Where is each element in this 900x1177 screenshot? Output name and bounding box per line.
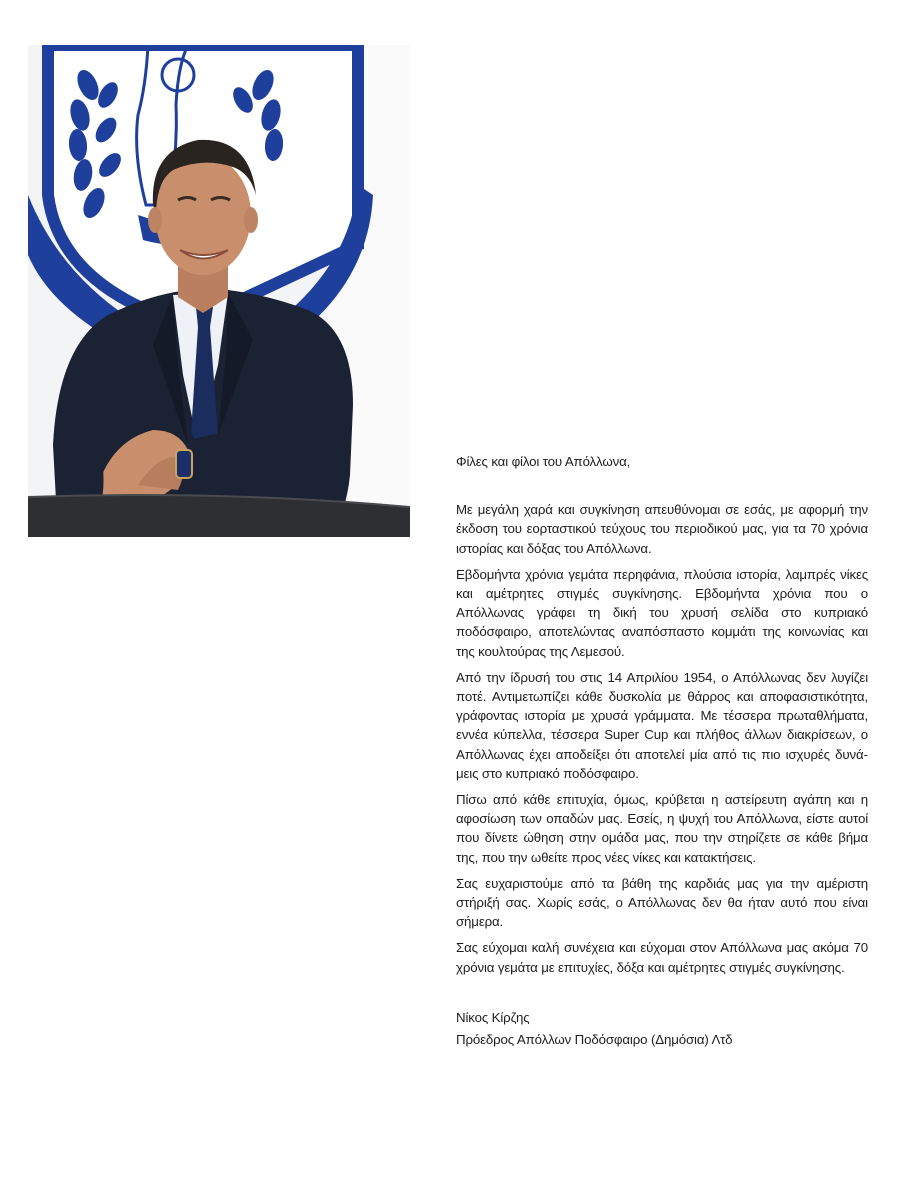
- letter-paragraph: Σας ευχαριστούμε από τα βάθη της καρδιάς μας για την αμέριστη στήριξή σας. Χωρίς εσάς, ο Απόλλωνας δεν θα ήταν αυτό που είναι σήμερα.: [456, 875, 868, 930]
- signature-name: Νίκος Κίρζης: [456, 1009, 530, 1025]
- president-portrait-photo: [28, 45, 410, 537]
- letter-paragraph: Πίσω από κάθε επιτυχία, όμως, κρύβεται η αστείρευτη αγάπη και η αφοσίωση των οπαδών μας. Εσείς, η ψυχή του Απόλλωνα, είστε αυτοί που δίνετε ώθηση στην ομάδα μας, που την στηρίζετε σε κάθε βήμα της, που την ωθείτε προς νέες νίκες και κατακτήσεις.: [456, 792, 868, 865]
- letter-paragraph: Με μεγάλη χαρά και συγκίνηση απευθύνομαι σε εσάς, με αφορμή την έκδοση του εορταστικού τεύχους του περιοδικού μας, για τα 70 χρόνια ιστορίας και δόξας του Απόλλωνα.: [456, 502, 868, 556]
- letter-paragraph: Από την ίδρυσή του στις 14 Απριλίου 1954, ο Απόλλωνας δεν λυγίζει ποτέ. Αντιμετωπίζει κάθε δυσκολία με θάρρος και αποφασιστικότητα, γράφοντας ιστορία με χρυσά γράμματα. Με τέσσερα πρωταθλήματα, εννέα κύπελλα, τέσσερα Super Cup και πλήθος άλλων διακρίσεων, ο Απόλλωνας έχει αποδείξει ότι αποτελεί μία από τις πιο ισχυρές δυνάμεις στο κυπριακό ποδόσφαιρο.: [456, 669, 868, 781]
- letter-paragraph: Σας εύχομαι καλή συνέχεια και εύχομαι στον Απόλλωνα μας ακόμα 70 χρόνια γεμάτα με επιτυχίες, δόξα και αμέτρητες στιγμές συγκίνησης.: [456, 940, 868, 975]
- signature-title: Πρόεδρος Απόλλων Ποδόσφαιρο (Δημόσια) Λτδ: [456, 1031, 733, 1047]
- letter-signature: [456, 1007, 868, 1051]
- president-letter: [456, 452, 868, 1051]
- letter-paragraph: Εβδομήντα χρόνια γεμάτα περηφάνια, πλούσια ιστορία, λαμπρές νίκες και αμέτρητες στιγμές συγκίνησης. Εβδομήντα χρόνια που ο Απόλλωνας γράφει τη δική του χρυσή σελίδα στο κυπριακό ποδόσφαιρο, αποτελώντας αναπόσπαστο κομμάτι της κοινωνίας και της κουλτούρας της Λεμεσού.: [456, 566, 868, 659]
- letter-greeting: Φίλες και φίλοι του Απόλλωνα,: [456, 454, 631, 469]
- portrait-illustration: [28, 45, 410, 537]
